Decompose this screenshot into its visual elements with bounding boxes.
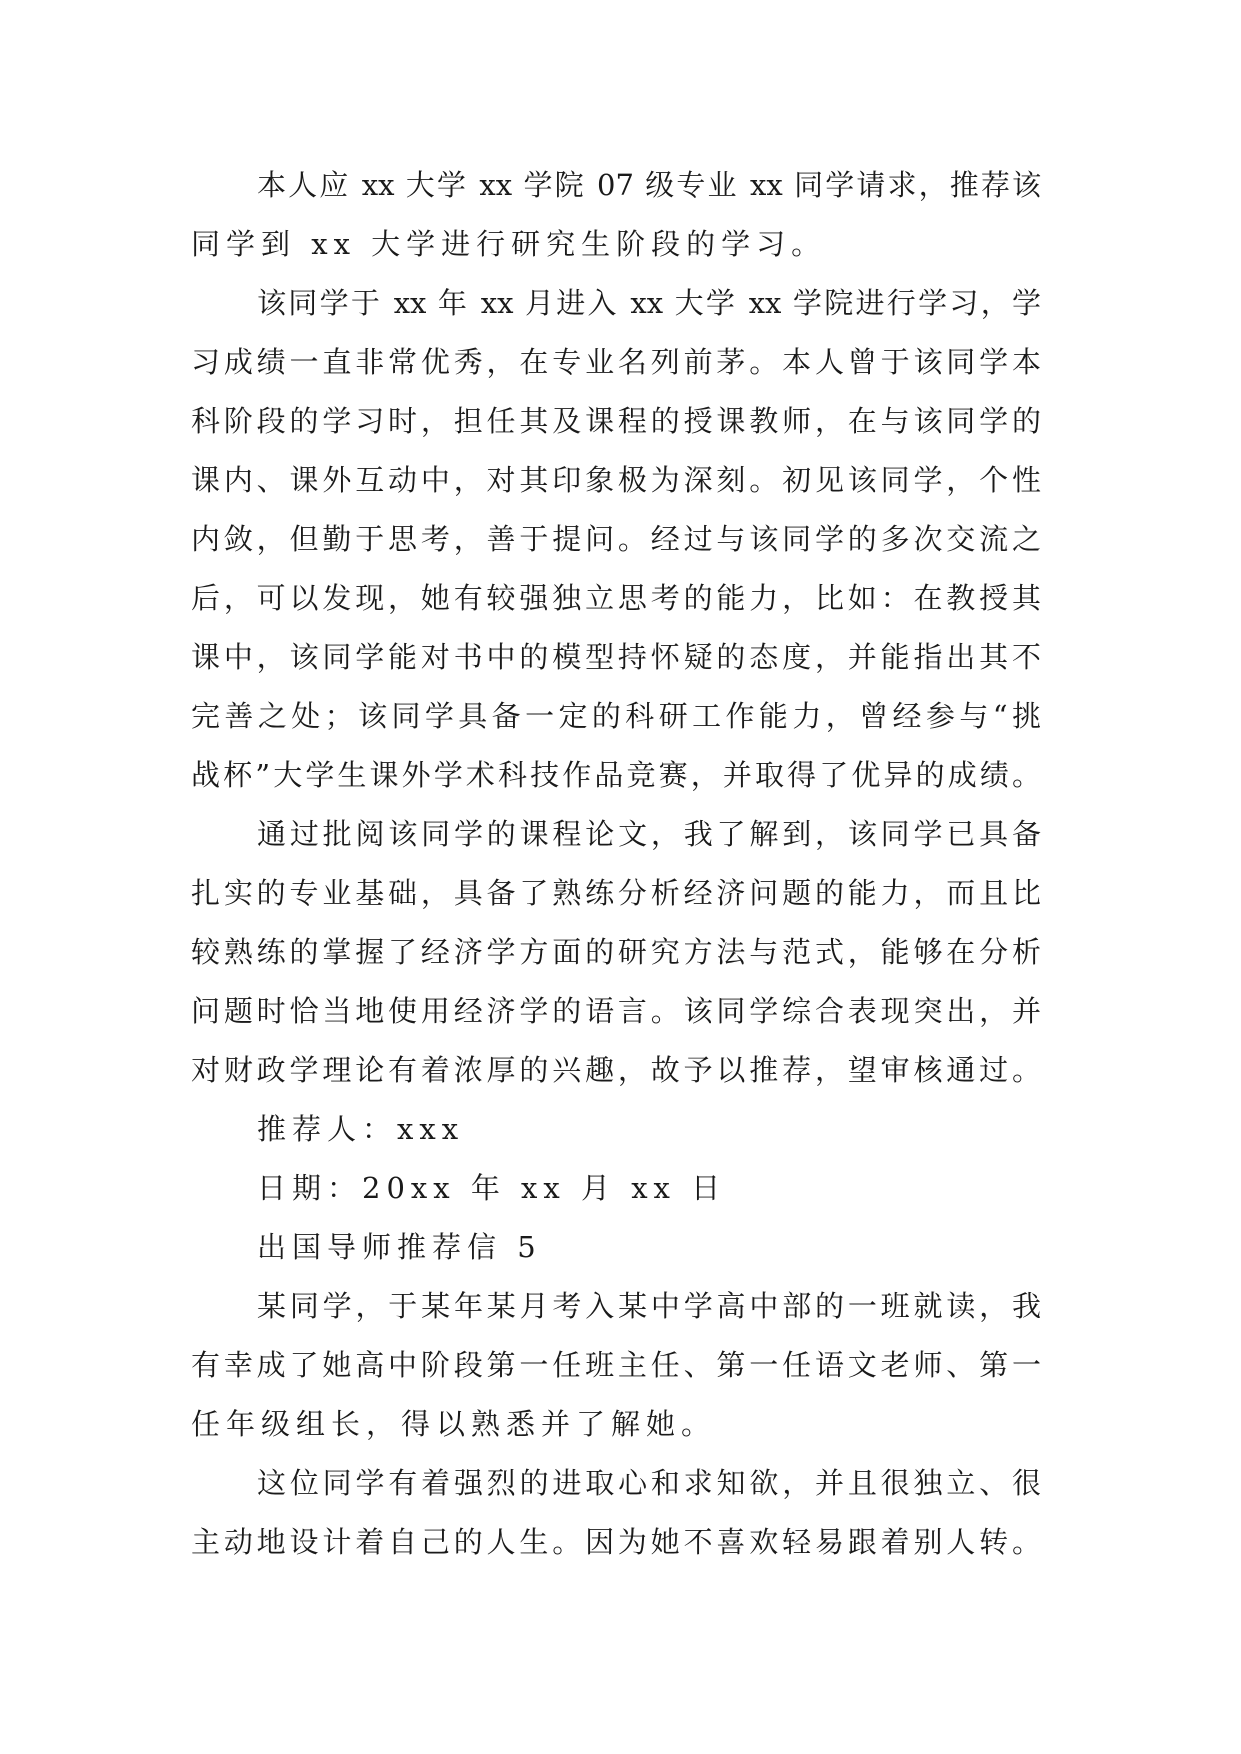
text-line: 战杯”大学生课外学术科技作品竞赛，并取得了优异的成绩。 [191, 758, 1041, 792]
text-line: 任年级组长，得以熟悉并了解她。 [191, 1407, 717, 1441]
text-line: 通过批阅该同学的课程论文，我了解到，该同学已具备 [257, 817, 1041, 851]
text-line: 这位同学有着强烈的进取心和求知欲，并且很独立、很 [257, 1466, 1041, 1500]
section-heading: 出国导师推荐信 5 [257, 1230, 542, 1264]
text-line: 对财政学理论有着浓厚的兴趣，故予以推荐，望审核通过。 [191, 1053, 1041, 1087]
text-line: 习成绩一直非常优秀，在专业名列前茅。本人曾于该同学本 [191, 345, 1041, 379]
text-line: 某同学，于某年某月考入某中学高中部的一班就读，我 [257, 1289, 1041, 1323]
text-line: 问题时恰当地使用经济学的语言。该同学综合表现突出，并 [191, 994, 1041, 1028]
text-line: 主动地设计着自己的人生。因为她不喜欢轻易跟着别人转。 [191, 1525, 1041, 1559]
text-line: 该同学于 xx 年 xx 月进入 xx 大学 xx 学院进行学习，学 [257, 286, 1041, 320]
date-line: 日期：20xx 年 xx 月 xx 日 [257, 1171, 727, 1205]
recommender-line: 推荐人：xxx [257, 1112, 465, 1146]
text-line: 有幸成了她高中阶段第一任班主任、第一任语文老师、第一 [191, 1348, 1041, 1382]
text-line: 同学到 xx 大学进行研究生阶段的学习。 [191, 227, 827, 261]
text-line: 扎实的专业基础，具备了熟练分析经济问题的能力，而且比 [191, 876, 1041, 910]
text-line: 本人应 xx 大学 xx 学院 07 级专业 xx 同学请求，推荐该 [257, 168, 1041, 202]
text-line: 科阶段的学习时，担任其及课程的授课教师，在与该同学的 [191, 404, 1041, 438]
text-line: 课中，该同学能对书中的模型持怀疑的态度，并能指出其不 [191, 640, 1041, 674]
text-line: 课内、课外互动中，对其印象极为深刻。初见该同学，个性 [191, 463, 1041, 497]
text-line: 内敛，但勤于思考，善于提问。经过与该同学的多次交流之 [191, 522, 1041, 556]
text-line: 较熟练的掌握了经济学方面的研究方法与范式，能够在分析 [191, 935, 1041, 969]
text-line: 后，可以发现，她有较强独立思考的能力，比如：在教授其 [191, 581, 1041, 615]
text-line: 完善之处；该同学具备一定的科研工作能力，曾经参与“挑 [191, 699, 1041, 733]
